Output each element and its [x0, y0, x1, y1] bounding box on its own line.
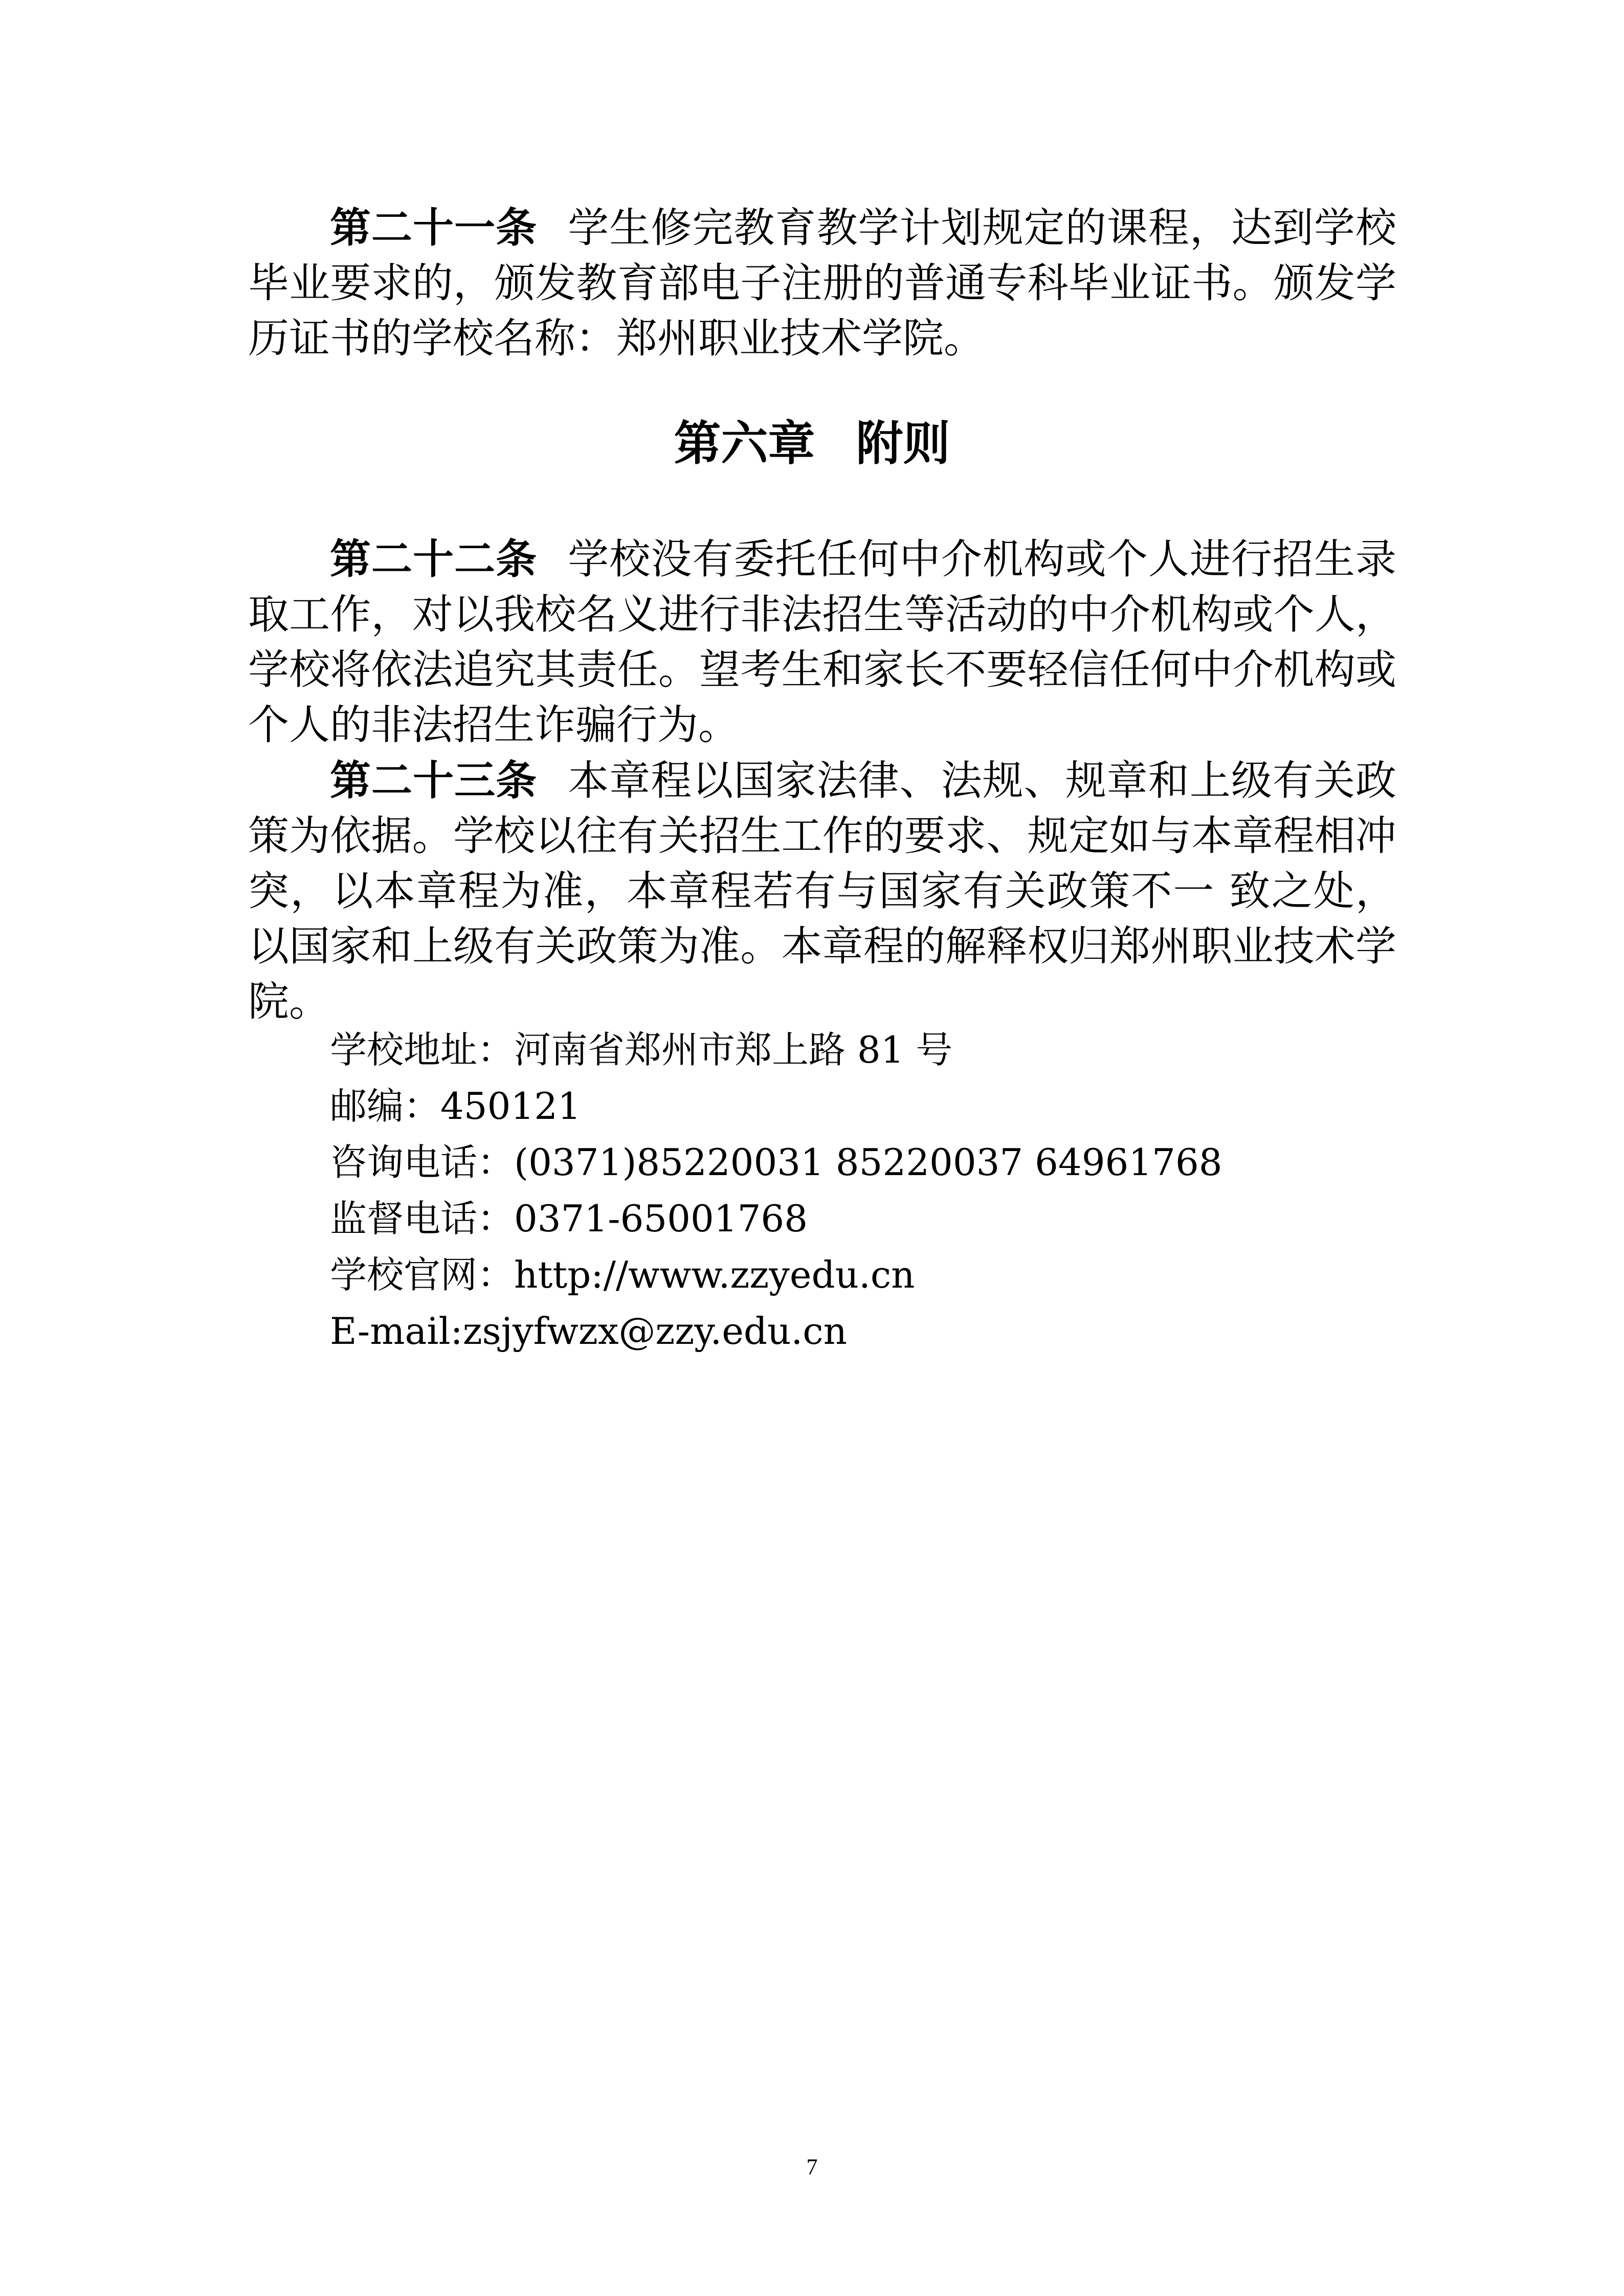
contact-website[interactable]: 学校官网：http://www.zzyedu.cn	[330, 1253, 915, 1296]
article-23-text: 本章程以国家法律、法规、规章和上级有关政策为依据。学校以往有关招生工作的要求、规定如与本章程相冲突，以本章程为准，本章程若有与国家有关政策不一 致之处，以国家和上级有关政策为准。本章程的解释权归郑州职业技术学院。	[248, 757, 1397, 1025]
article-21	[248, 200, 1396, 366]
article-22	[248, 532, 1396, 753]
contact-email[interactable]: E-mail:zsjyfwzx@zzy.edu.cn	[330, 1310, 847, 1353]
article-23-number: 第二十三条	[330, 757, 538, 804]
article-21-text: 学生修完教育教学计划规定的课程，达到学校毕业要求的，颁发教育部电子注册的普通专科毕业证书。颁发学历证书的学校名称：郑州职业技术学院。	[248, 204, 1397, 362]
chapter-heading	[0, 413, 1624, 475]
article-23	[248, 753, 1396, 1029]
article-22-text: 学校没有委托任何中介机构或个人进行招生录取工作，对以我校名义进行非法招生等活动的中介机构或个人，学校将依法追究其责任。望考生和家长不要轻信任何中介机构或个人的非法招生诈骗行为。	[248, 535, 1397, 749]
article-22-number: 第二十二条	[330, 535, 538, 583]
contact-inquiry-phone: 咨询电话：(0371)85220031 85220037 64961768	[330, 1141, 1222, 1184]
page-number: 7	[806, 2154, 818, 2179]
contact-supervision-phone: 监督电话：0371-65001768	[330, 1197, 808, 1240]
chapter-title: 附则	[856, 416, 950, 471]
contact-address: 学校地址：河南省郑州市郑上路 81 号	[330, 1028, 953, 1071]
article-21-number: 第二十一条	[330, 204, 538, 252]
chapter-number: 第六章	[674, 416, 815, 471]
contact-info	[330, 1022, 1222, 1359]
contact-postcode: 邮编：450121	[330, 1085, 581, 1128]
